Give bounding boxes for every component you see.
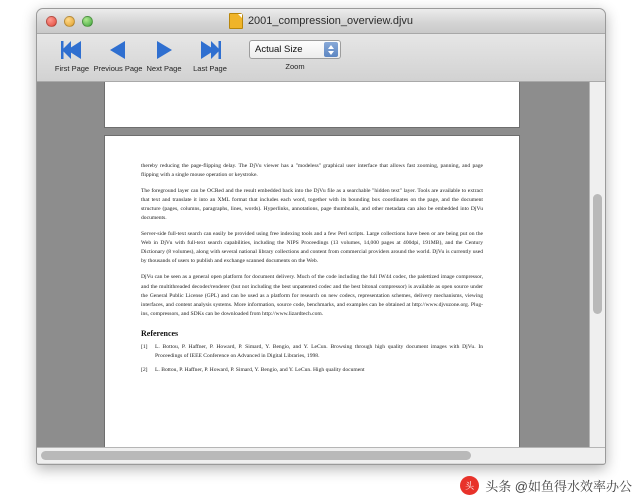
zoom-label: Zoom <box>285 62 305 71</box>
skip-to-end-icon <box>198 37 222 63</box>
window-title: 2001_compression_overview.djvu <box>247 15 414 27</box>
reference-number: [2] <box>141 366 148 373</box>
last-page-button[interactable] <box>187 37 233 73</box>
horizontal-scrollbar-thumb[interactable] <box>41 451 471 460</box>
vertical-scrollbar-thumb[interactable] <box>593 194 602 314</box>
previous-page-preview <box>104 82 520 128</box>
document-viewport[interactable] <box>37 82 605 463</box>
document-page <box>104 135 520 463</box>
next-page-label: Next Page <box>146 64 182 73</box>
window-title-wrap <box>37 13 605 29</box>
zoom-select-value: Actual Size <box>255 44 303 55</box>
zoom-select[interactable] <box>249 40 341 59</box>
horizontal-scrollbar[interactable] <box>37 447 605 463</box>
reference-text: L. Bottou, P. Haffner, P. Howard, P. Simard, Y. Bengio, and Y. LeCun. Browsing through high quality document images with DjVu. In Proceedings of IEEE Conference on Advanced in Digital Libraries, 1998. <box>155 343 483 359</box>
paragraph: DjVu can be seen as a general open platform for document delivery. Much of the code including the full IW44 codec, the palettized image compressor, and the multithreaded decoder/renderer (but not including the best unpatented codec and the best bitonal compressor) is available as open source under the General Public License (GPL) and can be used as a platform for research on new codecs, representation schemes, delivery mechanisms, viewing interfaces, and content analysis systems. More information, source code, benchmarks, and examples can be obtained at http://www.djvuzone.org. Plug-ins, compressors, and SDKs can be downloaded from http://www.lizardtech.com. <box>141 274 483 317</box>
first-page-button[interactable] <box>49 37 95 73</box>
zoom-control-group <box>247 37 343 71</box>
first-page-label: First Page <box>54 64 90 73</box>
watermark-logo-icon: 头 <box>460 476 479 495</box>
vertical-scrollbar[interactable] <box>589 82 605 463</box>
last-page-label: Last Page <box>193 64 227 73</box>
navigation-button-group <box>49 37 233 73</box>
references-heading: References <box>141 328 179 338</box>
paragraph: thereby reducing the page-flipping delay. The DjVu viewer has a "modeless" graphical user interface that allows fast zooming, panning, and page flipping with a single mouse operation or keystroke. <box>141 163 483 179</box>
previous-page-label: Previous Page <box>93 64 143 73</box>
window-controls <box>46 16 93 27</box>
next-page-button[interactable] <box>141 37 187 73</box>
previous-page-button[interactable] <box>95 37 141 73</box>
watermark-text: 头条 @如鱼得水效率办公 <box>485 479 632 494</box>
triangle-right-icon <box>152 37 176 63</box>
paragraph: Server-side full-text search can easily be provided using free indexing tools and a few Perl scripts. Large collections have been or are being put on the Web in DjVu with full-text search capabilities, including the NIPS Proceedings (13 volumes, 14,000 pages at 400dpi, 191MB), and the Century Dictionary (8 volumes), along with several national library collections and content from commercial providers around the world. DjVu is currently used by thousands of users to publish and exchange scanned documents on the Web. <box>141 231 483 265</box>
reference-item <box>141 343 483 361</box>
skip-to-start-icon <box>60 37 84 63</box>
reference-text: L. Bottou, P. Haffner, P. Howard, P. Simard, Y. Bengio, and Y. LeCun. High quality document <box>155 366 365 373</box>
watermark <box>460 476 632 495</box>
title-bar[interactable] <box>37 9 605 34</box>
minimize-window-button[interactable] <box>64 16 75 27</box>
djvu-viewer-window <box>36 8 606 465</box>
reference-item <box>141 366 483 375</box>
toolbar <box>37 34 605 82</box>
close-window-button[interactable] <box>46 16 57 27</box>
djvu-document-icon <box>229 13 243 29</box>
paragraph: The foreground layer can be OCRed and the result embedded back into the DjVu file as a searchable "hidden text" layer. Tools are available to extract that text and translate it into an XML format that includes each word, together with its bounding box coordinates on the page, and the document structure (pages, columns, paragraphs, lines, words). Hyperlinks, annotations, page thumbnails, and other metadata can also be embedded into DjVu documents. <box>141 188 483 222</box>
chevron-updown-icon[interactable] <box>324 42 338 57</box>
reference-number: [1] <box>141 343 148 350</box>
triangle-left-icon <box>106 37 130 63</box>
maximize-window-button[interactable] <box>82 16 93 27</box>
